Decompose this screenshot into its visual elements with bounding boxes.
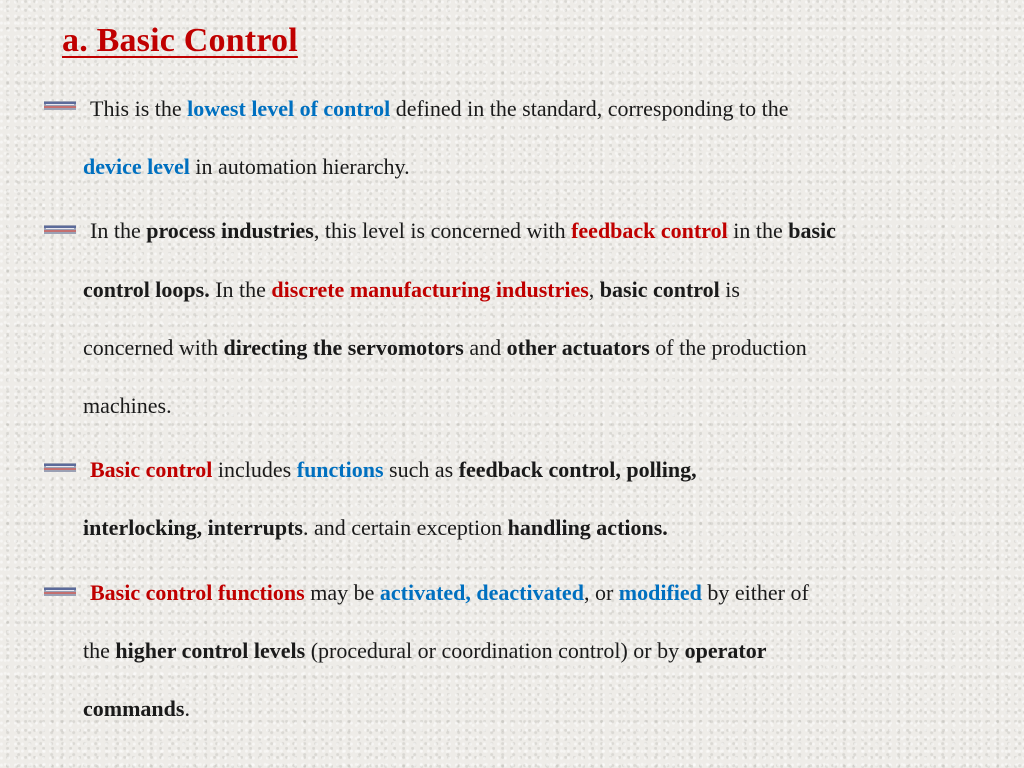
emphasis-text: operator	[684, 638, 767, 663]
emphasis-text: functions	[296, 457, 384, 482]
text-segment: In the	[209, 277, 272, 302]
emphasis-text: modified	[618, 580, 702, 605]
text-segment: may be	[304, 580, 380, 605]
stripe-bullet-icon	[44, 101, 76, 110]
emphasis-text: basic control	[599, 277, 720, 302]
bullet-line	[83, 695, 190, 723]
text-segment: , or	[583, 580, 619, 605]
emphasis-text: lowest level of control	[187, 96, 391, 121]
emphasis-text: Basic control	[90, 457, 213, 482]
bullet-line	[90, 95, 789, 123]
emphasis-text: other actuators	[506, 335, 650, 360]
text-segment: by either of	[701, 580, 809, 605]
bullet-line	[90, 456, 697, 484]
bullet-line	[83, 514, 668, 542]
stripe-bullet-icon	[44, 463, 76, 472]
text-segment: is	[719, 277, 740, 302]
text-segment: In the	[90, 218, 147, 243]
bullet-line	[83, 392, 172, 420]
bullet-line	[83, 637, 766, 665]
emphasis-text: device level	[83, 154, 190, 179]
text-segment: the	[83, 638, 116, 663]
emphasis-text: handling actions.	[507, 515, 668, 540]
text-segment: of the production	[649, 335, 807, 360]
text-segment: in automation hierarchy.	[189, 154, 410, 179]
text-segment: This is the	[90, 96, 188, 121]
bullet-line	[83, 153, 410, 181]
text-segment: in the	[727, 218, 789, 243]
text-segment: .	[184, 696, 190, 721]
stripe-bullet-icon	[44, 225, 76, 234]
text-segment: . and certain exception	[303, 515, 508, 540]
emphasis-text: control loops.	[83, 277, 210, 302]
emphasis-text: basic	[788, 218, 836, 243]
bullet-line	[83, 334, 807, 362]
emphasis-text: discrete manufacturing industries	[271, 277, 589, 302]
emphasis-text: directing the servomotors	[223, 335, 464, 360]
emphasis-text: Basic control functions	[90, 580, 305, 605]
emphasis-text: process industries	[146, 218, 314, 243]
text-segment: such as	[383, 457, 459, 482]
text-segment: (procedural or coordination control) or by	[305, 638, 685, 663]
text-segment: defined in the standard, corresponding to the	[390, 96, 789, 121]
text-segment: includes	[212, 457, 297, 482]
bullet-line	[90, 217, 836, 245]
bullet-line	[83, 276, 740, 304]
emphasis-text: feedback control	[571, 218, 728, 243]
text-segment: machines.	[83, 393, 172, 418]
text-segment: and	[463, 335, 507, 360]
text-segment: concerned with	[83, 335, 224, 360]
stripe-bullet-icon	[44, 587, 76, 596]
slide-title: a. Basic Control	[62, 22, 298, 59]
emphasis-text: activated, deactivated	[379, 580, 584, 605]
emphasis-text: interlocking, interrupts	[83, 515, 303, 540]
emphasis-text: commands	[83, 696, 185, 721]
emphasis-text: higher control levels	[115, 638, 306, 663]
text-segment: ,	[588, 277, 600, 302]
emphasis-text: feedback control, polling,	[458, 457, 697, 482]
bullet-line	[90, 579, 809, 607]
text-segment: , this level is concerned with	[313, 218, 572, 243]
